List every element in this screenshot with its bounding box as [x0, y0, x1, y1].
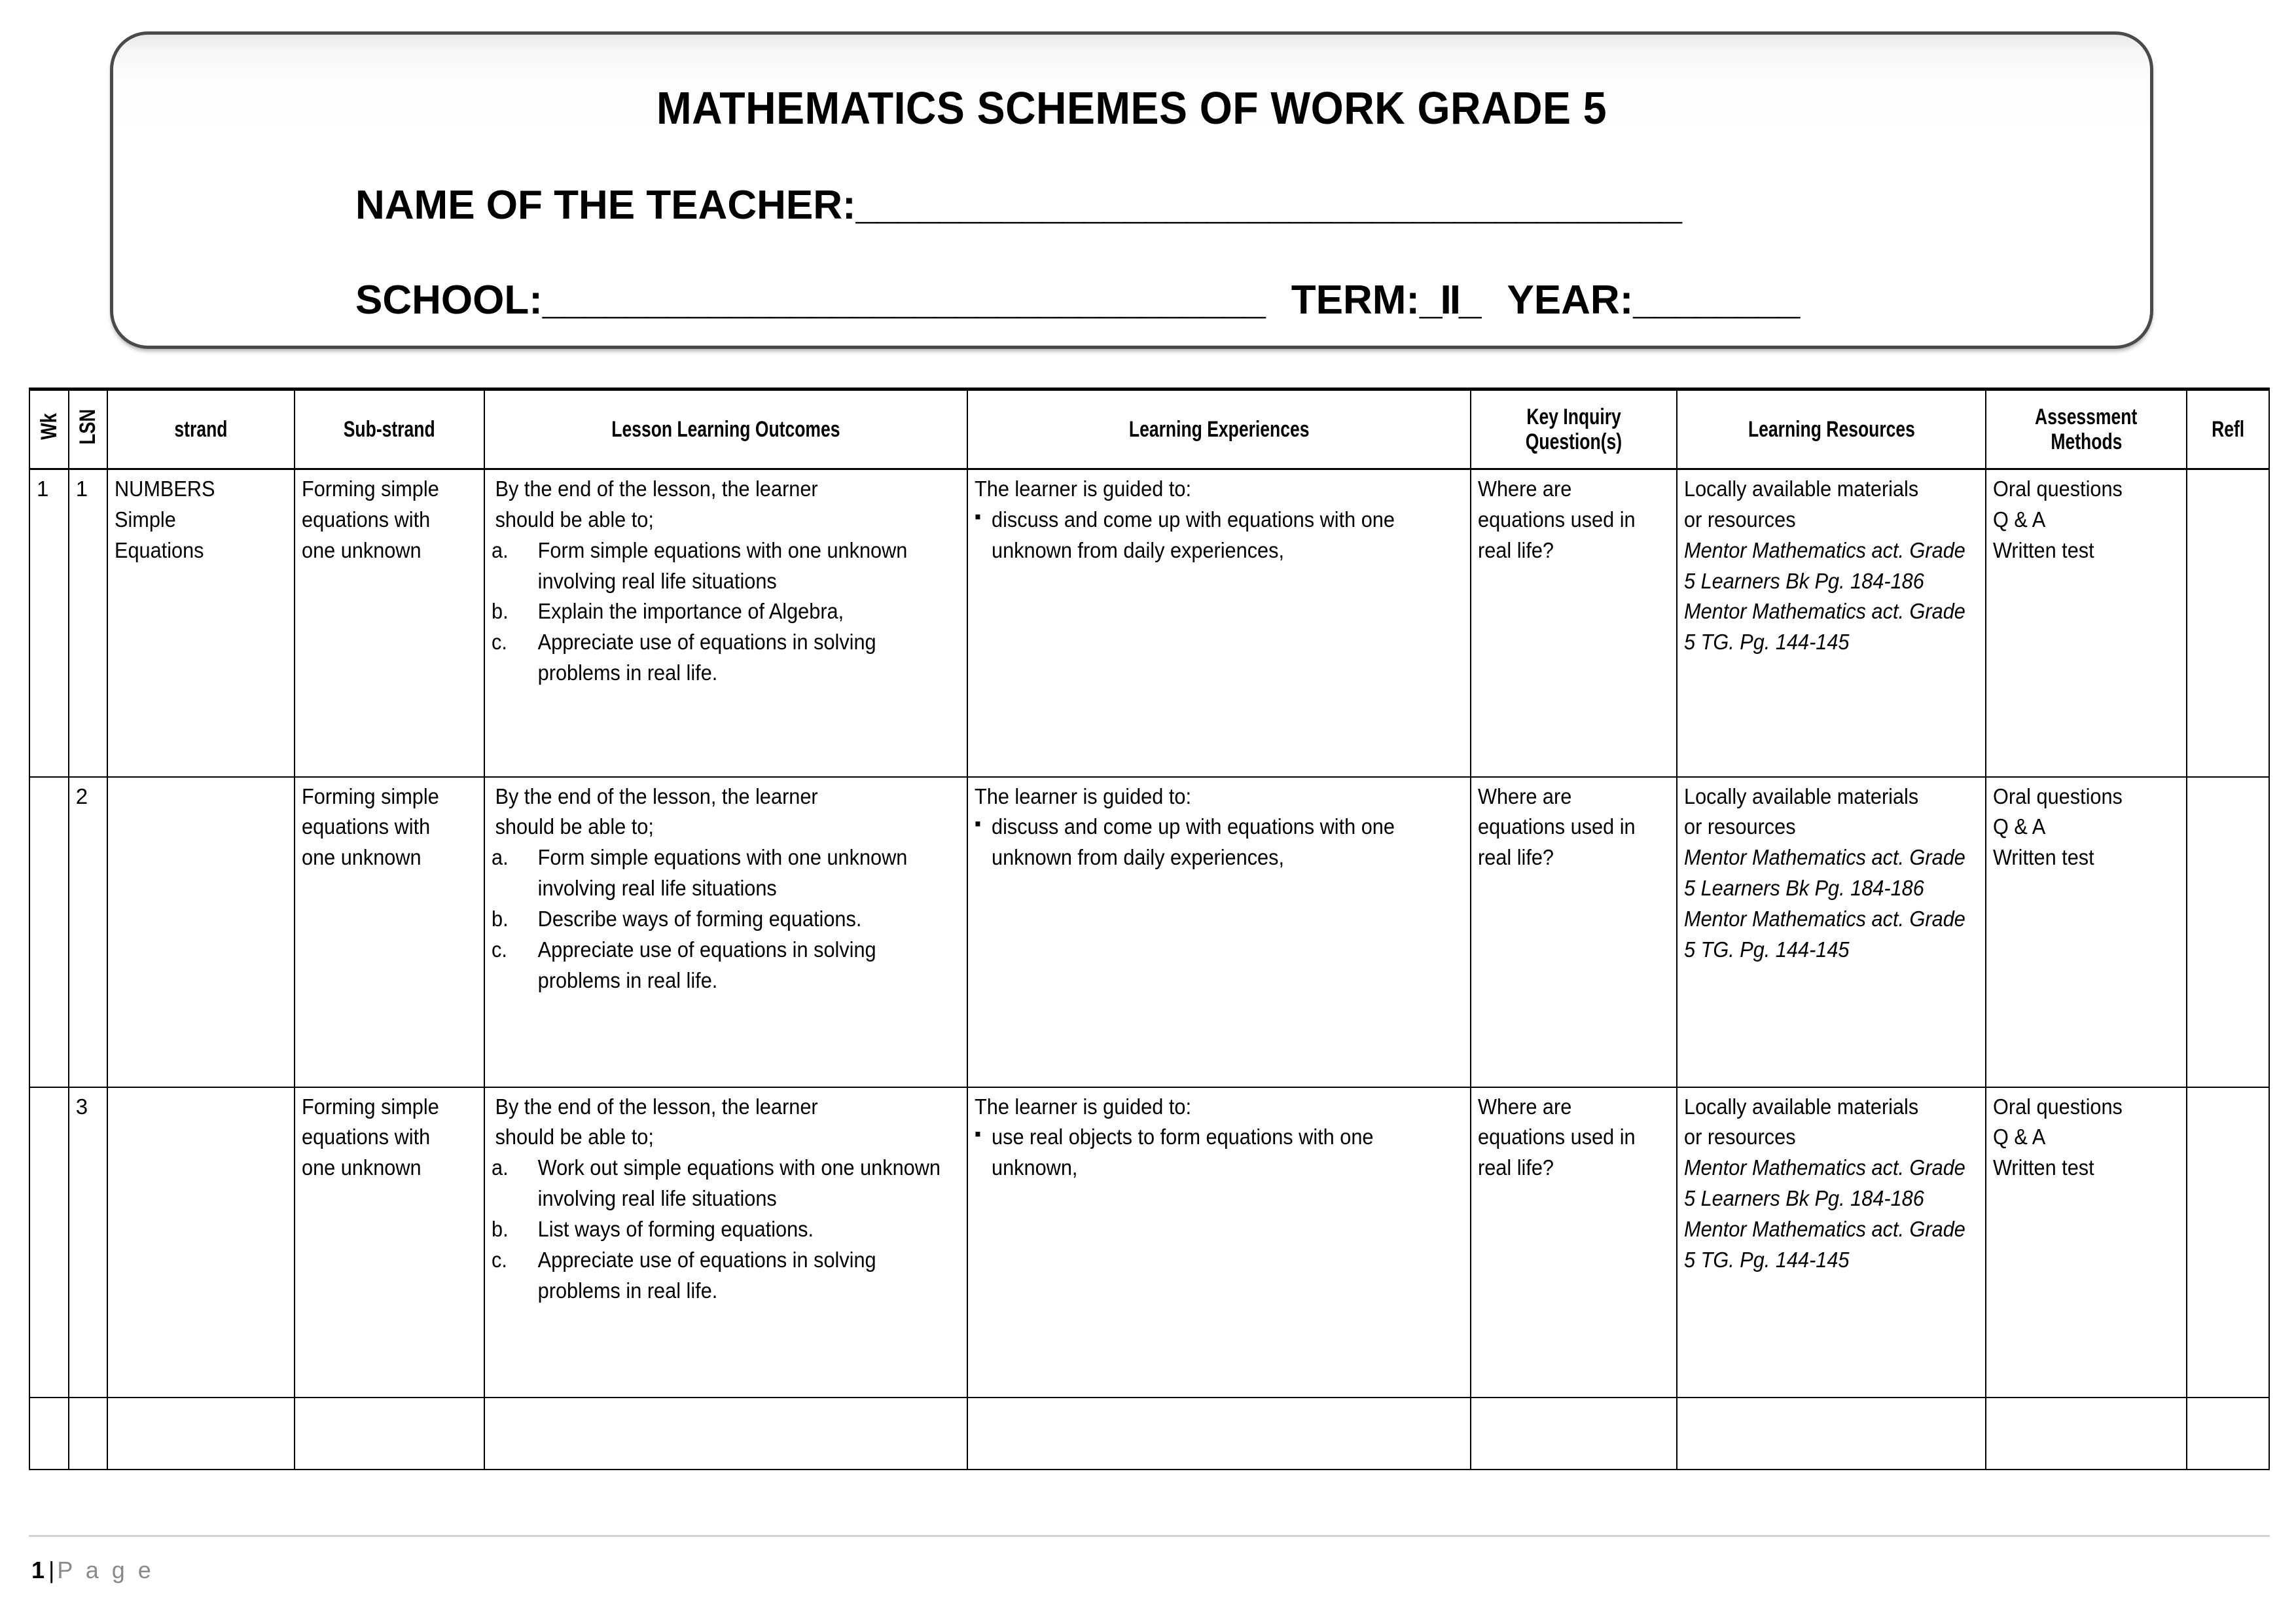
lr-plain-line: Locally available materials	[1683, 784, 1919, 808]
sub-strand-line: Forming simple	[302, 784, 439, 808]
cell-lesson-learning-outcomes	[484, 777, 967, 1087]
schemes-of-work-table	[29, 388, 2270, 1470]
cell-learning-experiences	[967, 777, 1471, 1087]
column-header-sub-strand-label: Sub-strand	[344, 416, 436, 442]
lr-plain-line: Locally available materials	[1683, 477, 1919, 501]
lr-italic-line: Mentor Mathematics act. Grade 5 Learners Bk Pg. 184-186	[1683, 845, 1965, 901]
cell-learning-resources	[1677, 469, 1986, 777]
strand-line: Equations	[115, 537, 204, 562]
column-header-refl-label: Refl	[2212, 416, 2245, 442]
teacher-name-field	[355, 182, 1680, 228]
cell-lesson-number: 2	[69, 777, 108, 1087]
assessment-content	[1993, 782, 2180, 874]
sub-strand-line: one unknown	[302, 845, 422, 870]
sub-strand-line: Forming simple	[302, 1094, 439, 1119]
le-list	[975, 812, 1463, 873]
strand-line: Simple	[115, 507, 177, 532]
cell-lesson-learning-outcomes[interactable]	[484, 1398, 967, 1470]
llo-list-item: List ways of forming equations.	[537, 1216, 814, 1241]
kiq-line: equations used in	[1478, 507, 1636, 532]
column-header-week-label: Wk	[36, 413, 62, 441]
llo-intro-line: By the end of the lesson, the learner	[495, 477, 818, 501]
cell-learning-resources	[1677, 777, 1986, 1087]
cell-assessment-methods[interactable]	[1986, 1398, 2187, 1470]
cell-assessment-methods	[1986, 469, 2187, 777]
column-header-week	[29, 389, 69, 469]
school-term-year-field	[355, 277, 1798, 323]
le-list	[975, 1122, 1463, 1183]
cell-lesson-number[interactable]	[69, 1398, 108, 1470]
kiq-line: real life?	[1478, 1155, 1554, 1180]
column-header-strand	[107, 389, 295, 469]
cell-sub-strand	[295, 469, 484, 777]
llo-intro-line: should be able to;	[495, 507, 654, 532]
cell-learning-experiences[interactable]	[967, 1398, 1471, 1470]
llo-list	[492, 1153, 959, 1306]
cell-strand[interactable]	[107, 1398, 295, 1470]
cell-lesson-learning-outcomes	[484, 469, 967, 777]
kiq-line: Where are	[1478, 784, 1572, 808]
year-label: YEAR:	[1507, 278, 1634, 323]
table-row	[29, 469, 2269, 777]
le-content	[975, 474, 1463, 566]
llo-list-item: Explain the importance of Algebra,	[537, 599, 844, 624]
sub-strand-content	[302, 1092, 478, 1184]
column-header-reflection	[2187, 389, 2269, 469]
sub-strand-line: one unknown	[302, 1155, 422, 1180]
term-label: TERM:	[1291, 278, 1420, 323]
sub-strand-content	[302, 474, 478, 566]
column-header-lesson-learning-outcomes	[484, 389, 967, 469]
teacher-name-blank[interactable]: ________________________________________	[855, 183, 1680, 228]
cell-key-inquiry-question	[1471, 1087, 1676, 1398]
le-list-item: ▪ use real objects to form equations with one unknown,	[975, 1122, 1463, 1183]
footer-page-indicator	[31, 1557, 154, 1584]
cell-learning-experiences	[967, 469, 1471, 777]
cell-learning-experiences	[967, 1087, 1471, 1398]
footer-separator: |	[48, 1557, 55, 1583]
sub-strand-line: one unknown	[302, 537, 422, 562]
assessment-content	[1993, 474, 2180, 566]
le-list	[975, 505, 1463, 566]
lr-italic-line: Mentor Mathematics act. Grade 5 TG. Pg. 144-145	[1683, 906, 1965, 962]
le-intro-line: The learner is guided to:	[974, 1094, 1191, 1119]
column-header-lr-label: Learning Resources	[1748, 416, 1915, 442]
llo-list-item: Form simple equations with one unknown involving real life situations	[537, 845, 908, 901]
table-header-row	[29, 389, 2269, 469]
llo-intro-line: should be able to;	[495, 1125, 654, 1149]
cell-reflection[interactable]	[2187, 777, 2269, 1087]
sub-strand-content	[302, 782, 478, 874]
llo-content	[492, 474, 959, 689]
assessment-line: Written test	[1993, 1155, 2094, 1180]
assessment-line: Written test	[1993, 845, 2094, 870]
cell-week[interactable]	[29, 1398, 69, 1470]
lr-italic-line: Mentor Mathematics act. Grade 5 TG. Pg. 144-145	[1683, 1216, 1965, 1272]
cell-assessment-methods	[1986, 777, 2187, 1087]
cell-sub-strand[interactable]	[295, 1398, 484, 1470]
school-blank[interactable]: ___________________________________	[542, 278, 1264, 323]
le-list-item: ▪ discuss and come up with equations with one unknown from daily experiences,	[975, 505, 1463, 566]
footer-page-word: P a g e	[57, 1557, 154, 1583]
column-header-learning-experiences	[967, 389, 1471, 469]
llo-intro-line: By the end of the lesson, the learner	[495, 784, 818, 808]
strand-content	[115, 474, 287, 566]
kiq-line: Where are	[1478, 477, 1572, 501]
llo-list-item: Appreciate use of equations in solving problems in real life.	[537, 937, 876, 992]
cell-week	[29, 1087, 69, 1398]
assessment-content	[1993, 1092, 2180, 1184]
le-intro-line: The learner is guided to:	[974, 477, 1191, 501]
kiq-line: equations used in	[1478, 1125, 1636, 1149]
column-header-am-label-2: Methods	[2051, 429, 2123, 454]
cell-key-inquiry-question	[1471, 777, 1676, 1087]
footer-divider	[29, 1535, 2270, 1537]
llo-list	[492, 842, 959, 996]
llo-content	[492, 782, 959, 996]
cell-reflection[interactable]	[2187, 469, 2269, 777]
cell-strand	[107, 777, 295, 1087]
lr-plain-line: or resources	[1683, 1125, 1796, 1149]
cell-sub-strand	[295, 1087, 484, 1398]
column-header-lesson	[69, 389, 108, 469]
header-card	[110, 31, 2153, 349]
lr-plain-line: or resources	[1683, 814, 1796, 839]
assessment-line: Oral questions	[1993, 1094, 2123, 1119]
llo-intro-line: should be able to;	[495, 814, 654, 839]
lr-italic-line: Mentor Mathematics act. Grade 5 Learners Bk Pg. 184-186	[1683, 537, 1965, 593]
sub-strand-line: equations with	[302, 1125, 431, 1149]
kiq-content	[1478, 1092, 1670, 1184]
assessment-line: Q & A	[1993, 1125, 2046, 1149]
cell-lesson-number: 1	[69, 469, 108, 777]
llo-list-item: Appreciate use of equations in solving problems in real life.	[537, 630, 876, 685]
teacher-name-label: NAME OF THE TEACHER:	[355, 183, 856, 228]
llo-list	[492, 535, 959, 689]
column-header-kiq-label-2: Question(s)	[1525, 429, 1623, 454]
le-list-item: ▪ discuss and come up with equations with one unknown from daily experiences,	[975, 812, 1463, 873]
footer-page-number: 1	[31, 1557, 45, 1583]
lr-content	[1684, 474, 1979, 658]
cell-learning-resources	[1677, 1087, 1986, 1398]
table-body	[29, 469, 2269, 1470]
strand-line: NUMBERS	[115, 477, 215, 501]
table-header	[29, 389, 2269, 469]
column-header-lesson-label: LSN	[75, 408, 101, 445]
cell-learning-resources[interactable]	[1677, 1398, 1986, 1470]
sub-strand-line: equations with	[302, 507, 431, 532]
cell-lesson-learning-outcomes	[484, 1087, 967, 1398]
llo-list-item: Appreciate use of equations in solving problems in real life.	[537, 1247, 876, 1303]
cell-week	[29, 777, 69, 1087]
column-header-am-label-1: Assessment	[2035, 404, 2138, 429]
page-title: MATHEMATICS SCHEMES OF WORK GRADE 5	[656, 82, 1607, 134]
term-value[interactable]: _II_	[1420, 278, 1480, 323]
column-header-assessment-methods	[1986, 389, 2187, 469]
lr-italic-line: Mentor Mathematics act. Grade 5 TG. Pg. 144-145	[1683, 599, 1965, 655]
cell-lesson-number: 3	[69, 1087, 108, 1398]
kiq-content	[1478, 474, 1670, 566]
assessment-line: Oral questions	[1993, 784, 2123, 808]
cell-key-inquiry-question[interactable]	[1471, 1398, 1676, 1470]
cell-week: 1	[29, 469, 69, 777]
llo-content	[492, 1092, 959, 1307]
cell-sub-strand	[295, 777, 484, 1087]
lr-content	[1684, 782, 1979, 965]
le-content	[975, 1092, 1463, 1184]
assessment-line: Written test	[1993, 537, 2094, 562]
lr-content	[1684, 1092, 1979, 1276]
llo-list-item: Work out simple equations with one unknown involving real life situations	[537, 1155, 941, 1211]
sub-strand-line: Forming simple	[302, 477, 439, 501]
table-row	[29, 777, 2269, 1087]
kiq-content	[1478, 782, 1670, 874]
assessment-line: Oral questions	[1993, 477, 2123, 501]
assessment-line: Q & A	[1993, 507, 2046, 532]
school-label: SCHOOL:	[355, 278, 543, 323]
cell-reflection[interactable]	[2187, 1398, 2269, 1470]
column-header-llo-label: Lesson Learning Outcomes	[611, 416, 840, 442]
cell-strand	[107, 469, 295, 777]
llo-intro-line: By the end of the lesson, the learner	[495, 1094, 818, 1119]
lr-italic-line: Mentor Mathematics act. Grade 5 Learners Bk Pg. 184-186	[1683, 1155, 1965, 1211]
column-header-le-label: Learning Experiences	[1128, 416, 1310, 442]
header-card-inner	[113, 35, 2150, 346]
kiq-line: real life?	[1478, 537, 1554, 562]
cell-reflection[interactable]	[2187, 1087, 2269, 1398]
assessment-line: Q & A	[1993, 814, 2046, 839]
column-header-strand-label: strand	[174, 416, 228, 442]
column-header-kiq-label-1: Key Inquiry	[1526, 404, 1621, 429]
lr-plain-line: Locally available materials	[1683, 1094, 1919, 1119]
le-content	[975, 782, 1463, 874]
kiq-line: real life?	[1478, 845, 1554, 870]
llo-list-item: Describe ways of forming equations.	[537, 906, 862, 931]
column-header-learning-resources	[1677, 389, 1986, 469]
le-intro-line: The learner is guided to:	[974, 784, 1191, 808]
table-row-empty	[29, 1398, 2269, 1470]
cell-key-inquiry-question	[1471, 469, 1676, 777]
cell-strand	[107, 1087, 295, 1398]
sub-strand-line: equations with	[302, 814, 431, 839]
column-header-key-inquiry-questions	[1471, 389, 1676, 469]
cell-assessment-methods	[1986, 1087, 2187, 1398]
year-blank[interactable]: ________	[1633, 278, 1799, 323]
kiq-line: Where are	[1478, 1094, 1572, 1119]
table-row	[29, 1087, 2269, 1398]
kiq-line: equations used in	[1478, 814, 1636, 839]
lr-plain-line: or resources	[1683, 507, 1796, 532]
llo-list-item: Form simple equations with one unknown involving real life situations	[537, 537, 908, 593]
column-header-sub-strand	[295, 389, 484, 469]
